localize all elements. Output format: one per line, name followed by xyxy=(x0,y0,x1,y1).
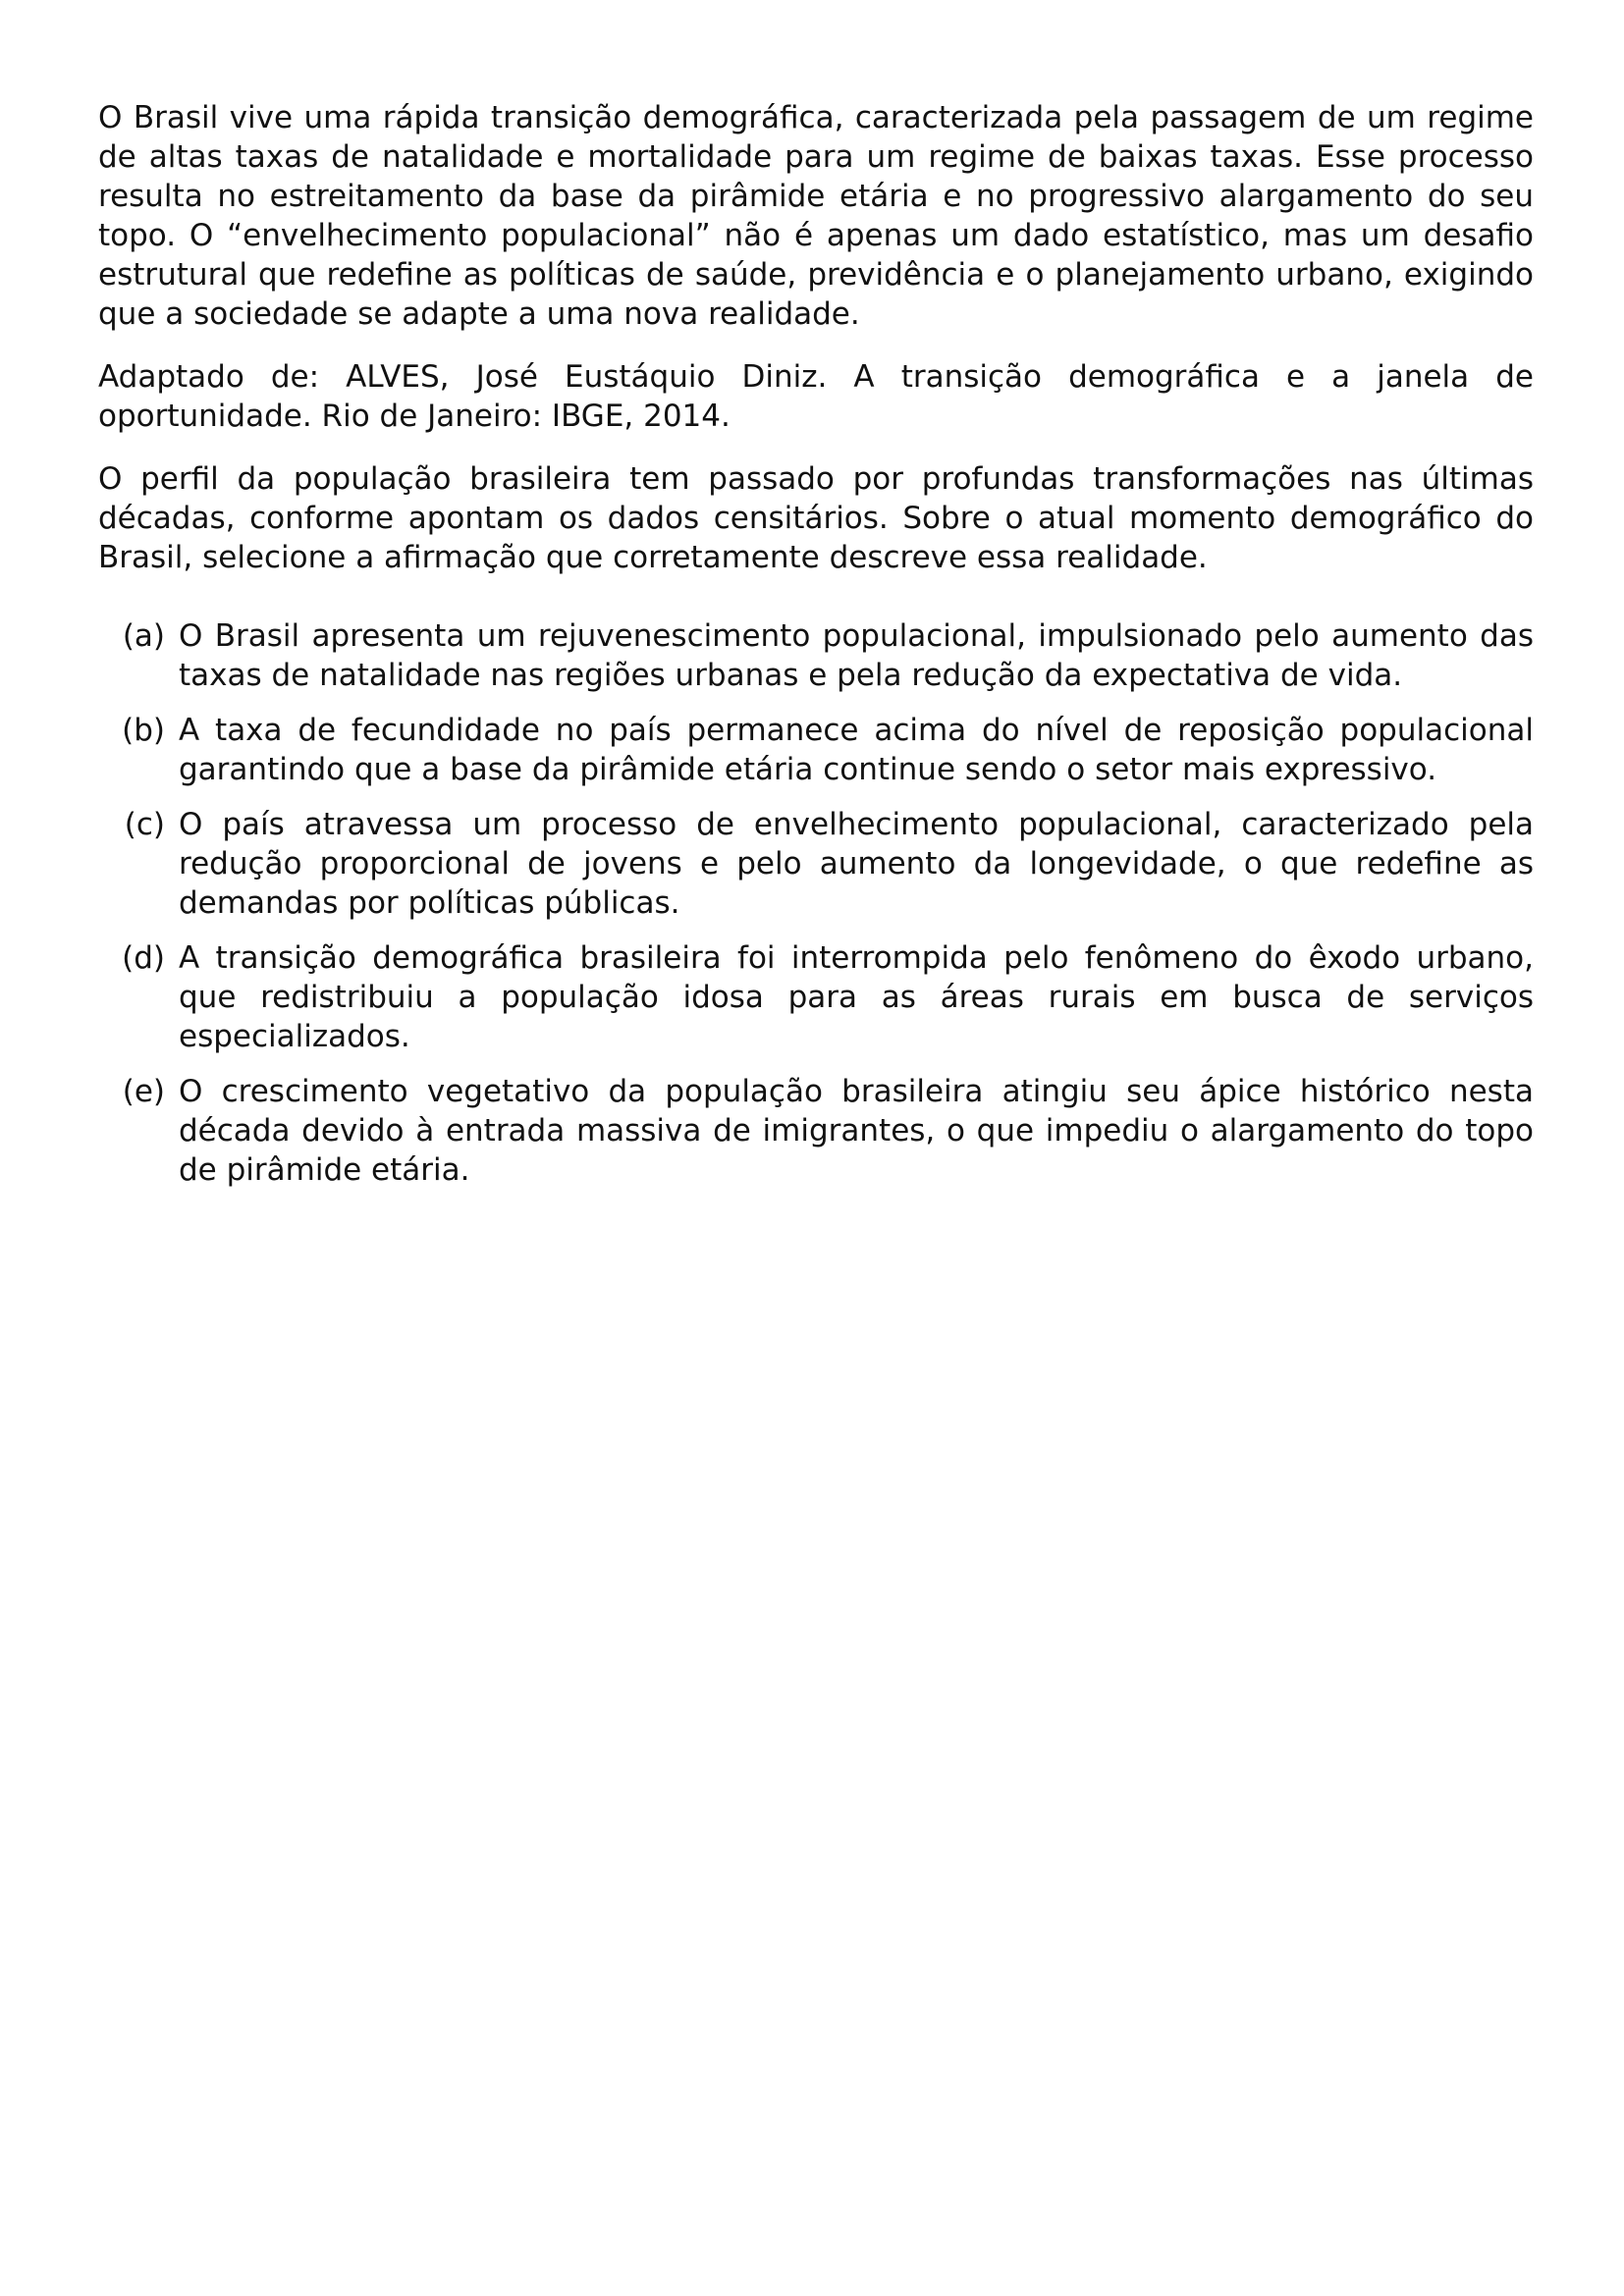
option-text: O país atravessa um processo de envelhecimento populacional, caracterizado pela redução proporcional de jovens e pelo aumento da longevidade, o que redefine as demandas por políticas públicas. xyxy=(179,807,1534,921)
option-letter: (a) xyxy=(122,618,165,654)
option-text: A transição demográfica brasileira foi interrompida pelo fenômeno do êxodo urbano, que redistribuiu a população idosa para as áreas rurais em busca de serviços especializados. xyxy=(179,940,1534,1054)
option-letter: (c) xyxy=(124,807,165,842)
option-letter: (e) xyxy=(122,1074,165,1109)
answer-options-list xyxy=(98,616,1534,1190)
answer-option-e[interactable] xyxy=(98,1072,1534,1190)
option-text: A taxa de fecundidade no país permanece acima do nível de reposição populacional garantindo que a base da pirâmide etária continue sendo o setor mais expressivo. xyxy=(179,713,1534,787)
option-text: O Brasil apresenta um rejuvenescimento populacional, impulsionado pelo aumento das taxas de natalidade nas regiões urbanas e pela redução da expectativa de vida. xyxy=(179,618,1534,693)
text-block-paragraph: O Brasil vive uma rápida transição demográfica, caracterizada pela passagem de um regime de altas taxas de natalidade e mortalidade para um regime de baixas taxas. Esse processo resulta no estreitamento da base da pirâmide etária e no progressivo alargamento do seu topo. O “envelhecimento populacional” não é apenas um dado estatístico, mas um desafio estrutural que redefine as políticas de saúde, previdência e o planejamento urbano, exigindo que a sociedade se adapte a uma nova realidade. xyxy=(98,100,1534,332)
option-text: O crescimento vegetativo da população brasileira atingiu seu ápice histórico nesta década devido à entrada massiva de imigrantes, o que impediu o alargamento do topo de pirâmide etária. xyxy=(179,1074,1534,1188)
option-letter: (b) xyxy=(122,713,165,748)
answer-option-c[interactable] xyxy=(98,805,1534,923)
source-citation: Adaptado de: ALVES, José Eustáquio Diniz. A transição demográfica e a janela de oportunidade. Rio de Janeiro: IBGE, 2014. xyxy=(98,359,1534,434)
answer-option-d[interactable] xyxy=(98,938,1534,1056)
answer-option-a[interactable] xyxy=(98,616,1534,695)
option-letter: (d) xyxy=(122,940,165,976)
document-page xyxy=(98,98,1534,1205)
answer-option-b[interactable] xyxy=(98,711,1534,789)
question-stem: O perfil da população brasileira tem passado por profundas transformações nas últimas décadas, conforme apontam os dados censitários. Sobre o atual momento demográfico do Brasil, selecione a afirmação que corretamente descreve essa realidade. xyxy=(98,461,1534,575)
